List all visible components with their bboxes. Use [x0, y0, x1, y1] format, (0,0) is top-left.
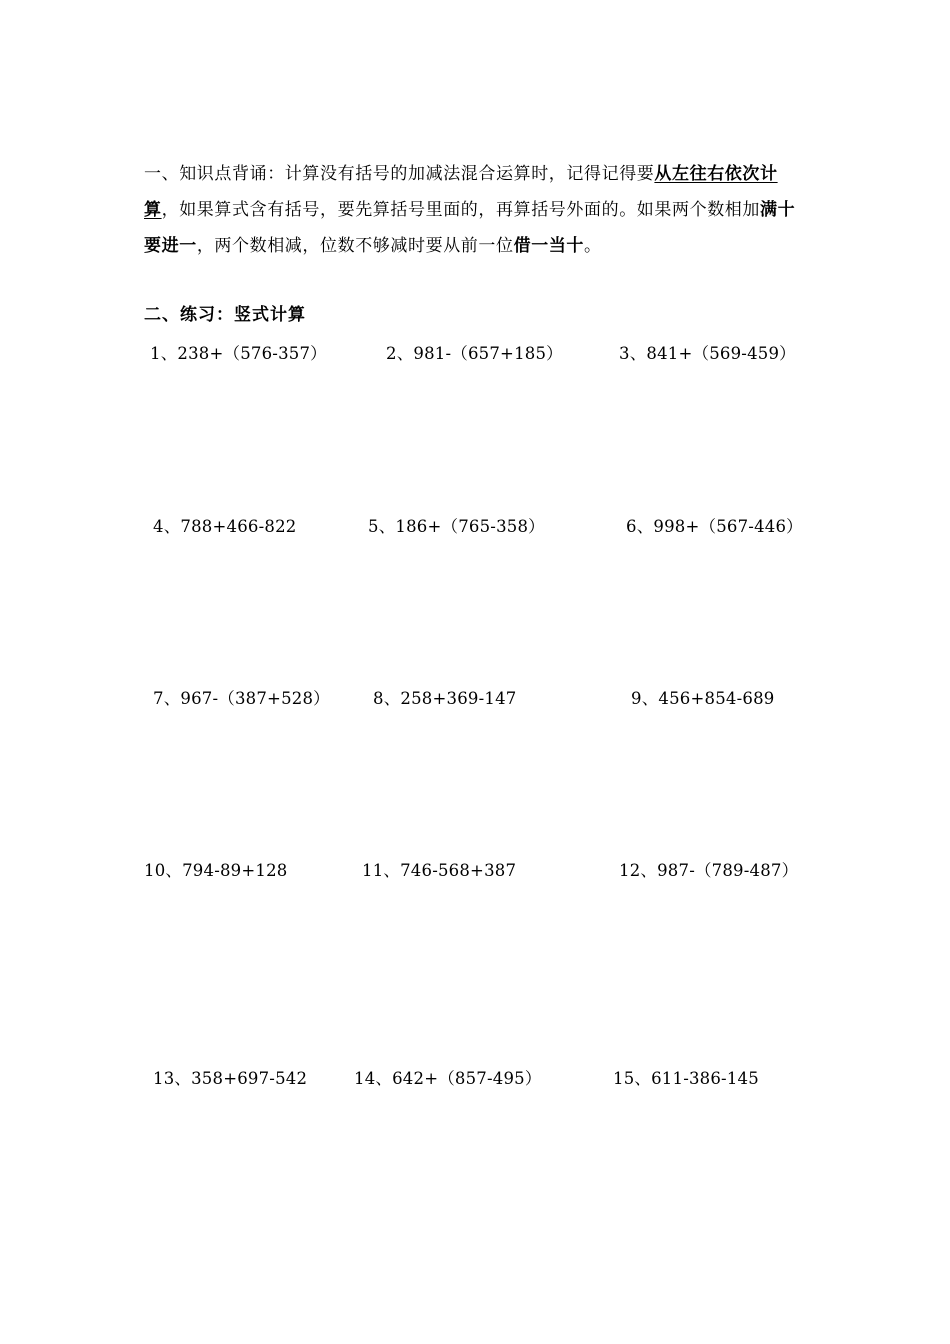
emphasis-borrow-one: 借一当十: [513, 236, 585, 256]
problem-item-11: 11、746-568+387: [362, 861, 517, 880]
emphasis-left-to-right: 从左往右依次计算: [144, 164, 778, 220]
problem-item-12: 12、987-（789-487）: [619, 861, 799, 880]
problem-item-2: 2、981-（657+185）: [386, 344, 563, 363]
intro-text-2: ，如果算式含有括号，要先算括号里面的，再算括号外面的。如果两个数相加: [161, 200, 761, 220]
knowledge-point-text: [144, 156, 810, 264]
emphasis-carry-one: 满十要进一: [144, 200, 796, 256]
problem-item-9: 9、456+854-689: [631, 689, 775, 708]
problem-item-13: 13、358+697-542: [153, 1069, 308, 1088]
problem-item-1: 1、238+（576-357）: [150, 344, 327, 363]
problem-item-6: 6、998+（567-446）: [626, 517, 803, 536]
practice-section-title: 二、练习：竖式计算: [144, 305, 306, 325]
knowledge-point-paragraph: [144, 156, 810, 264]
problem-item-15: 15、611-386-145: [613, 1069, 759, 1088]
problem-item-8: 8、258+369-147: [373, 689, 517, 708]
intro-text-1: 一、知识点背诵：计算没有括号的加减法混合运算时，记得记得要: [144, 164, 655, 184]
problem-item-5: 5、186+（765-358）: [368, 517, 545, 536]
intro-text-4: 。: [584, 236, 602, 256]
problem-item-4: 4、788+466-822: [153, 517, 297, 536]
intro-text-3: ，两个数相减，位数不够减时要从前一位: [196, 236, 514, 256]
problem-item-3: 3、841+（569-459）: [619, 344, 796, 363]
problem-item-10: 10、794-89+128: [144, 861, 288, 880]
problem-item-7: 7、967-（387+528）: [153, 689, 330, 708]
problem-item-14: 14、642+（857-495）: [354, 1069, 542, 1088]
